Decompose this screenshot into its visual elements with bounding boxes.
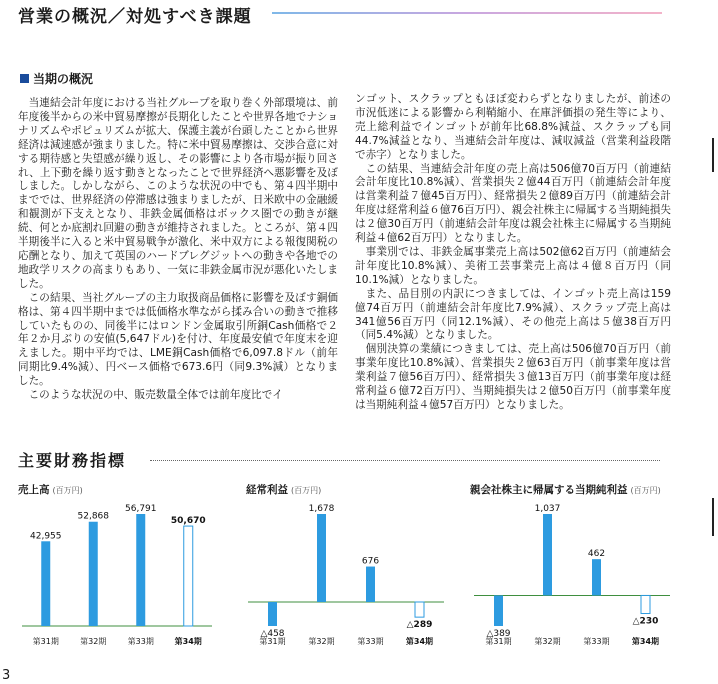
bar: [317, 514, 326, 602]
bar: [184, 526, 193, 626]
paragraph: 当連結会計年度における当社グループを取り巻く外部環境は、前年度後半からの米中貿易摩擦が長期化したことや世界各地でナショナリズムやポピュリズムが拡大、保護主義が台頭したことから世界経済は減速感が強まりました。特に米中貿易摩擦は、交渉合意に対する期待感と失望感が繰り返し、その影響により各市場が振り回され、上下動を繰り返す動きとなったことで世界経済へ悪影響を及ぼしました。しかしながら、このような状況の中でも、第４四半期中まででは、世界経済の停滞感は強まりましたが、日米欧中の金融緩和観測が下支えとなり、非鉄金属価格はボックス圏での動きが継続、何とか底割れ回避の動きが維持されました。ところが、第４四半期後半に入ると米中貿易戦争が激化、米中双方による報復関税の応酬となり、加えて英国のハードブレグジットへの動きや各地での地政学リスクの高まりもあり、一気に非鉄金属市況が悪化いたしました。: [18, 97, 338, 290]
body-column-left: [18, 97, 338, 403]
net-income-chart: [474, 498, 670, 648]
category-label: 第34期: [174, 637, 202, 646]
category-label: 第33期: [357, 637, 384, 646]
chart-title-text: 親会社株主に帰属する当期純利益: [470, 484, 628, 496]
category-label: 第31期: [259, 637, 286, 646]
data-label: 1,678: [308, 504, 335, 514]
data-label: 42,955: [30, 531, 62, 542]
chart-title-text: 売上高: [18, 484, 50, 496]
category-label: 第31期: [485, 637, 512, 646]
data-label: 52,868: [77, 511, 109, 522]
section-heading-label: 当期の概況: [33, 72, 94, 86]
section-heading: [20, 70, 93, 87]
chart-unit: (百万円): [291, 486, 322, 495]
paragraph: 個別決算の業績につきましては、売上高は506億70百万円（前事業年度比10.8%減）、営業損失２億63百万円（前事業年度は営業利益７億56百万円）、経常損失３億13百万円（前事業年度は経常利益６億72百万円）、当期純損失は２億50百万円（前事業年度は当期純利益４億57百万円）となりました。: [355, 343, 671, 411]
heading-square-icon: [20, 74, 29, 83]
data-label: 50,670: [170, 516, 206, 527]
bar: [592, 559, 601, 595]
bar: [543, 514, 552, 595]
data-label: 676: [361, 556, 380, 567]
chart-unit: (百万円): [630, 486, 661, 495]
chart-title-ordinary-income: [246, 482, 321, 497]
financial-heading: 主要財務指標: [18, 451, 127, 470]
ordinary-income-chart: [248, 498, 444, 648]
data-label: 56,791: [125, 504, 157, 514]
paragraph: このような状況の中、販売数量全体では前年度比でイ: [28, 389, 283, 402]
bar: [415, 602, 424, 617]
page-number: 3: [2, 668, 11, 683]
category-label: 第33期: [583, 637, 610, 646]
chart-title-text: 経常利益: [246, 484, 288, 496]
paragraph: また、品目別の内訳につきましては、インゴット売上高は159億74百万円（前連結会計年度比7.9%減）、スクラップ売上高は341億56百万円（同12.1%減）、その他売上高は５億38百万円（同5.4%減）となりました。: [355, 287, 671, 342]
category-label: 第33期: [127, 637, 154, 646]
sales-chart: [22, 498, 212, 648]
title-rule: [272, 12, 662, 14]
category-label: 第34期: [405, 637, 434, 646]
paragraph: 事業別では、非鉄金属事業売上高は502億62百万円（前連結会計年度比10.8%減）、美術工芸事業売上高は４億８百万円（同10.1%減）となりました。: [355, 245, 671, 286]
paragraph: この結果、当連結会計年度の売上高は506億70百万円（前連結会計年度比10.8%減）、営業損失２億44百万円（前連結会計年度は営業利益７億45百万円）、経常損失２億89百万円（前連結会計年度は経常利益６億76百万円）、親会社株主に帰属する当期純損失は２億30百万円（前連結会計年度は親会社株主に帰属する当期純利益４億62百万円）となりました。: [355, 162, 671, 245]
bar: [494, 595, 503, 626]
bar: [89, 522, 98, 626]
paragraph: ンゴット、スクラップともほぼ変わらずとなりましたが、前述の市況低迷による影響から利鞘縮小、在庫評価損の発生等により、売上総利益でインゴットが前年比68.8%減益、スクラップも同44.7%減益となり、当連結会計年度は、減収減益（営業利益段階で赤字）となりました。: [355, 93, 671, 161]
bar: [366, 567, 375, 602]
data-label: 462: [587, 549, 606, 560]
edge-mark: [712, 498, 714, 536]
bar: [41, 541, 50, 626]
bar: [268, 602, 277, 626]
data-label: △458: [260, 629, 285, 639]
page-title: 営業の概況／対処すべき課題: [18, 7, 252, 27]
body-column-right: [355, 93, 671, 413]
category-label: 第34期: [631, 637, 660, 646]
data-label: △389: [486, 629, 511, 639]
bar: [136, 514, 145, 626]
edge-mark: [712, 138, 714, 172]
data-label: 1,037: [534, 504, 561, 514]
chart-title-sales: [18, 482, 83, 497]
data-label: △289: [406, 620, 433, 631]
category-label: 第32期: [308, 637, 335, 646]
category-label: 第31期: [32, 637, 59, 646]
financial-rule: [150, 460, 660, 462]
data-label: △230: [632, 616, 659, 627]
chart-title-net-income: [470, 482, 661, 497]
chart-unit: (百万円): [52, 486, 83, 495]
bar: [641, 595, 650, 613]
paragraph: この結果、当社グループの主力取扱商品価格に影響を及ぼす銅価格は、第４四半期中までは低価格水準ながら揉み合いの動きで推移していたものの、同後半にはロンドン金属取引所銅Cash価格で２年２か月ぶりの安値(5,647ドル)を付け、年度最安値で年度末を迎えました。期中平均では、LME銅Cash価格で6,097.8ドル（前年同期比9.4%減）、円ベース価格で673.6円（同9.3%減）となりました。: [18, 291, 338, 388]
category-label: 第32期: [534, 637, 561, 646]
category-label: 第32期: [80, 637, 107, 646]
